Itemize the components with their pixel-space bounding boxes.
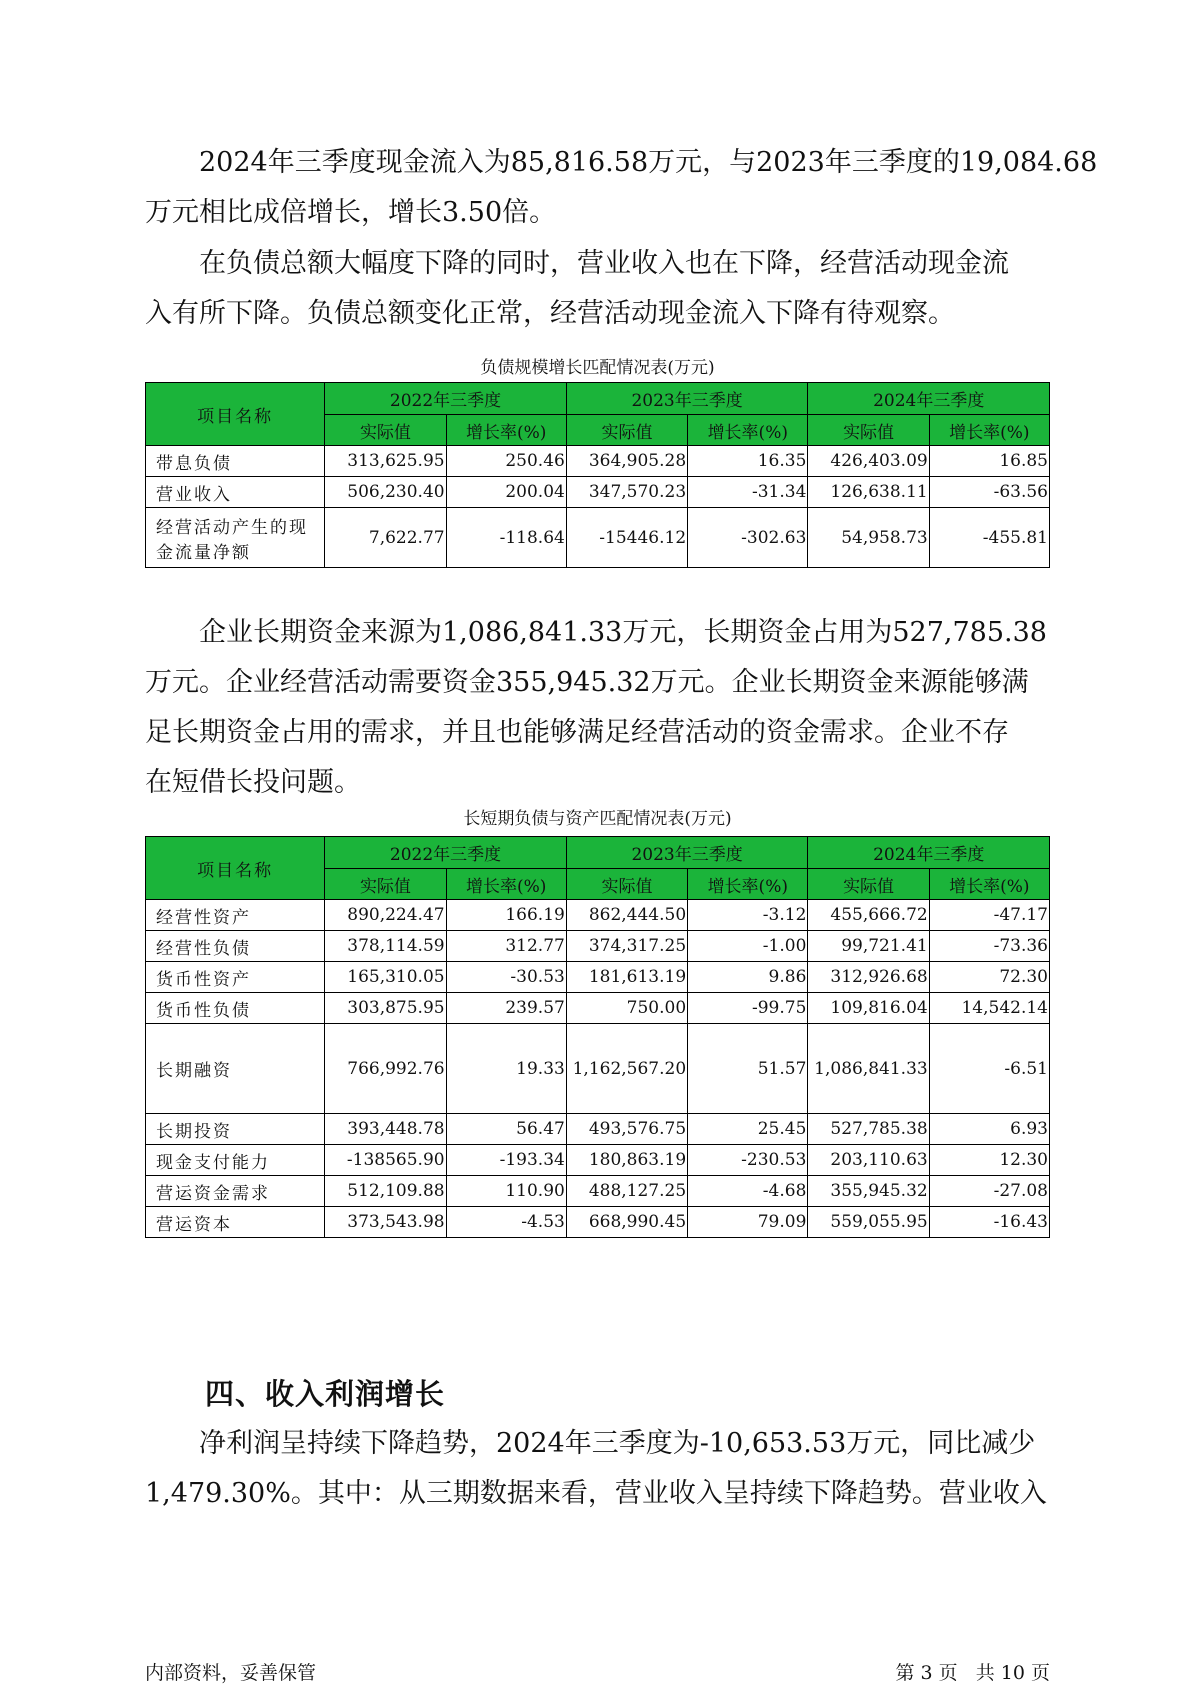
cell-actual-value: 426,403.09 — [808, 446, 929, 477]
paragraph-cash-inflow — [145, 138, 1098, 238]
paragraph-line: 万元。企业经营活动需要资金355,945.32万元。企业长期资金来源能够满 — [145, 667, 1029, 698]
cell-growth-rate: -16.43 — [929, 1207, 1049, 1238]
cell-growth-rate: -47.17 — [929, 900, 1049, 931]
cell-growth-rate: 6.93 — [929, 1114, 1049, 1145]
header-period: 2024年三季度 — [808, 383, 1050, 415]
header-actual-value: 实际值 — [566, 869, 687, 900]
cell-growth-rate: -3.12 — [688, 900, 808, 931]
header-growth-rate: 增长率(%) — [929, 869, 1049, 900]
row-label: 经营活动产生的现金流量净额 — [146, 508, 325, 568]
table-row — [146, 1207, 1050, 1238]
cell-growth-rate: -4.68 — [688, 1176, 808, 1207]
cell-actual-value: 203,110.63 — [808, 1145, 929, 1176]
cell-actual-value: 126,638.11 — [808, 477, 929, 508]
cell-actual-value: 364,905.28 — [566, 446, 687, 477]
header-actual-value: 实际值 — [808, 869, 929, 900]
header-growth-rate: 增长率(%) — [446, 869, 566, 900]
table-row — [146, 1176, 1050, 1207]
cell-actual-value: 750.00 — [566, 993, 687, 1024]
header-item-name: 项目名称 — [146, 383, 325, 446]
cell-growth-rate: -4.53 — [446, 1207, 566, 1238]
header-actual-value: 实际值 — [325, 415, 446, 446]
row-label: 长期融资 — [146, 1024, 325, 1114]
cell-growth-rate: 16.85 — [929, 446, 1049, 477]
cell-actual-value: -15446.12 — [566, 508, 687, 568]
cell-growth-rate: -455.81 — [929, 508, 1049, 568]
cell-growth-rate: 79.09 — [688, 1207, 808, 1238]
header-period: 2023年三季度 — [566, 383, 808, 415]
cell-actual-value: 181,613.19 — [566, 962, 687, 993]
cell-actual-value: 347,570.23 — [566, 477, 687, 508]
header-actual-value: 实际值 — [566, 415, 687, 446]
cell-growth-rate: 19.33 — [446, 1024, 566, 1114]
cell-actual-value: 54,958.73 — [808, 508, 929, 568]
row-label: 现金支付能力 — [146, 1145, 325, 1176]
footer-page-number: 第 3 页 共 10 页 — [895, 1662, 1050, 1684]
cell-growth-rate: -118.64 — [446, 508, 566, 568]
header-period: 2022年三季度 — [325, 383, 567, 415]
cell-actual-value: 890,224.47 — [325, 900, 446, 931]
header-item-name: 项目名称 — [146, 837, 325, 900]
header-actual-value: 实际值 — [808, 415, 929, 446]
table-row — [146, 993, 1050, 1024]
row-label: 经营性负债 — [146, 931, 325, 962]
cell-growth-rate: 56.47 — [446, 1114, 566, 1145]
cell-actual-value: 7,622.77 — [325, 508, 446, 568]
table-row — [146, 931, 1050, 962]
cell-growth-rate: 25.45 — [688, 1114, 808, 1145]
cell-growth-rate: 110.90 — [446, 1176, 566, 1207]
cell-actual-value: 109,816.04 — [808, 993, 929, 1024]
table-row — [146, 962, 1050, 993]
cell-actual-value: 527,785.38 — [808, 1114, 929, 1145]
cell-growth-rate: -27.08 — [929, 1176, 1049, 1207]
cell-actual-value: 393,448.78 — [325, 1114, 446, 1145]
section-heading: 四、收入利润增长 — [205, 1377, 446, 1411]
cell-actual-value: 99,721.41 — [808, 931, 929, 962]
cell-growth-rate: 250.46 — [446, 446, 566, 477]
paragraph-long-term-funds — [145, 608, 1050, 808]
cell-growth-rate: 51.57 — [688, 1024, 808, 1114]
row-label: 营业收入 — [146, 477, 325, 508]
header-growth-rate: 增长率(%) — [688, 869, 808, 900]
table1-caption: 负债规模增长匹配情况表(万元) — [480, 358, 715, 378]
paragraph-liability-decline — [145, 239, 1050, 339]
cell-actual-value: 488,127.25 — [566, 1176, 687, 1207]
cell-growth-rate: -302.63 — [688, 508, 808, 568]
header-growth-rate: 增长率(%) — [929, 415, 1049, 446]
cell-growth-rate: -1.00 — [688, 931, 808, 962]
paragraph-line: 企业长期资金来源为1,086,841.33万元，长期资金占用为527,785.38 — [199, 617, 1047, 648]
cell-actual-value: 668,990.45 — [566, 1207, 687, 1238]
paragraph-line: 足长期资金占用的需求，并且也能够满足经营活动的资金需求。企业不存 — [145, 717, 1009, 748]
cell-growth-rate: -63.56 — [929, 477, 1049, 508]
cell-actual-value: 374,317.25 — [566, 931, 687, 962]
cell-growth-rate: 14,542.14 — [929, 993, 1049, 1024]
table2-caption: 长短期负债与资产匹配情况表(万元) — [463, 809, 732, 829]
header-period: 2023年三季度 — [566, 837, 808, 869]
paragraph-net-profit — [145, 1419, 1050, 1519]
cell-actual-value: -138565.90 — [325, 1145, 446, 1176]
cell-actual-value: 378,114.59 — [325, 931, 446, 962]
row-label: 营运资本 — [146, 1207, 325, 1238]
table-row — [146, 1114, 1050, 1145]
liability-growth-table — [145, 382, 1050, 568]
cell-actual-value: 559,055.95 — [808, 1207, 929, 1238]
cell-actual-value: 766,992.76 — [325, 1024, 446, 1114]
row-label: 经营性资产 — [146, 900, 325, 931]
cell-growth-rate: 239.57 — [446, 993, 566, 1024]
table-row — [146, 446, 1050, 477]
cell-actual-value: 1,086,841.33 — [808, 1024, 929, 1114]
header-growth-rate: 增长率(%) — [688, 415, 808, 446]
table-row — [146, 477, 1050, 508]
cell-actual-value: 493,576.75 — [566, 1114, 687, 1145]
paragraph-line: 在负债总额大幅度下降的同时，营业收入也在下降，经营活动现金流 — [199, 248, 1009, 279]
cell-actual-value: 506,230.40 — [325, 477, 446, 508]
cell-growth-rate: 72.30 — [929, 962, 1049, 993]
header-growth-rate: 增长率(%) — [446, 415, 566, 446]
cell-actual-value: 180,863.19 — [566, 1145, 687, 1176]
cell-growth-rate: 9.86 — [688, 962, 808, 993]
table-row — [146, 1024, 1050, 1114]
paragraph-line: 万元相比成倍增长，增长3.50倍。 — [145, 197, 557, 228]
table-row — [146, 508, 1050, 568]
paragraph-line: 2024年三季度现金流入为85,816.58万元，与2023年三季度的19,084.68 — [199, 147, 1098, 178]
paragraph-line: 入有所下降。负债总额变化正常，经营活动现金流入下降有待观察。 — [145, 298, 955, 329]
cell-actual-value: 1,162,567.20 — [566, 1024, 687, 1114]
cell-actual-value: 862,444.50 — [566, 900, 687, 931]
table-row — [146, 1145, 1050, 1176]
cell-growth-rate: 312.77 — [446, 931, 566, 962]
cell-growth-rate: -99.75 — [688, 993, 808, 1024]
paragraph-line: 净利润呈持续下降趋势，2024年三季度为-10,653.53万元，同比减少 — [199, 1428, 1036, 1459]
cell-actual-value: 312,926.68 — [808, 962, 929, 993]
cell-growth-rate: 166.19 — [446, 900, 566, 931]
cell-actual-value: 313,625.95 — [325, 446, 446, 477]
row-label: 货币性资产 — [146, 962, 325, 993]
paragraph-line: 在短借长投问题。 — [145, 767, 361, 798]
cell-actual-value: 373,543.98 — [325, 1207, 446, 1238]
row-label: 长期投资 — [146, 1114, 325, 1145]
liability-asset-match-table — [145, 836, 1050, 1238]
header-period: 2024年三季度 — [808, 837, 1050, 869]
paragraph-line: 1,479.30%。其中：从三期数据来看，营业收入呈持续下降趋势。营业收入 — [145, 1478, 1047, 1509]
row-label: 营运资金需求 — [146, 1176, 325, 1207]
cell-growth-rate: -193.34 — [446, 1145, 566, 1176]
cell-growth-rate: 200.04 — [446, 477, 566, 508]
cell-actual-value: 303,875.95 — [325, 993, 446, 1024]
cell-growth-rate: -230.53 — [688, 1145, 808, 1176]
cell-growth-rate: 16.35 — [688, 446, 808, 477]
cell-growth-rate: -30.53 — [446, 962, 566, 993]
header-actual-value: 实际值 — [325, 869, 446, 900]
cell-actual-value: 355,945.32 — [808, 1176, 929, 1207]
row-label: 货币性负债 — [146, 993, 325, 1024]
cell-growth-rate: -73.36 — [929, 931, 1049, 962]
cell-growth-rate: -6.51 — [929, 1024, 1049, 1114]
header-period: 2022年三季度 — [325, 837, 567, 869]
cell-growth-rate: -31.34 — [688, 477, 808, 508]
cell-actual-value: 455,666.72 — [808, 900, 929, 931]
cell-growth-rate: 12.30 — [929, 1145, 1049, 1176]
cell-actual-value: 165,310.05 — [325, 962, 446, 993]
footer-confidential: 内部资料，妥善保管 — [145, 1662, 317, 1684]
table-row — [146, 900, 1050, 931]
row-label: 带息负债 — [146, 446, 325, 477]
cell-actual-value: 512,109.88 — [325, 1176, 446, 1207]
